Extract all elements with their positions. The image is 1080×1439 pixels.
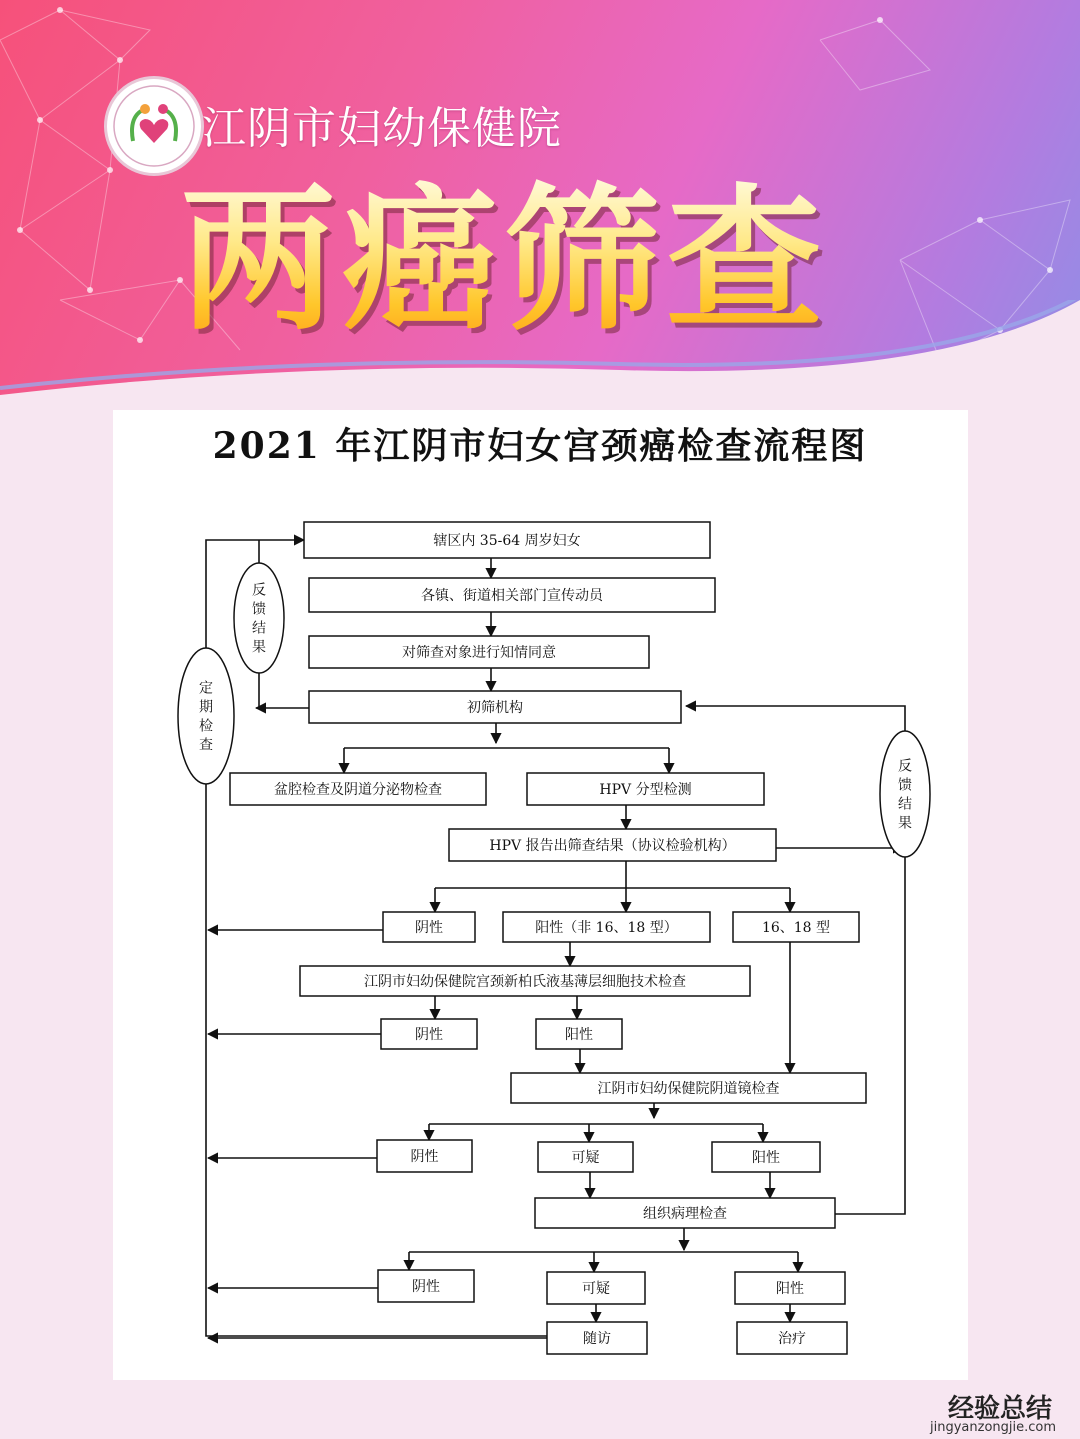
flow-node-label: 阴性 [415,920,443,936]
flow-node-label: 16、18 型 [761,920,831,936]
flow-loop-char: 定 [199,680,213,697]
flow-node-label: 盆腔检查及阴道分泌物检查 [274,782,442,798]
flow-loop-char: 期 [199,699,213,716]
flow-node-hpv-type [527,773,764,805]
watermark-url: jingyanzongjie.com [930,1420,1057,1435]
flow-node-colpo [511,1073,866,1103]
flow-loop-char: 果 [898,815,912,832]
flow-node-patho-neg [378,1270,474,1302]
flow-node-label: 组织病理检查 [643,1206,727,1222]
flow-node-target [304,522,710,558]
flow-node-label: 治疗 [778,1331,806,1347]
flow-loop-char: 果 [252,639,266,656]
flow-node-label: 阴性 [415,1027,443,1043]
flow-loop-char: 查 [199,737,213,754]
watermark-brand: 经验总结 [948,1394,1053,1424]
flow-node-followup [547,1322,647,1354]
flow-loop-char: 馈 [898,777,912,794]
flow-node-label: 各镇、街道相关部门宣传动员 [421,588,603,604]
flow-loop-regular-check [178,648,234,784]
flow-loop-feedback-right [880,731,930,857]
flow-loop-char: 馈 [252,601,266,618]
page-title: 两癌筛查 [180,169,828,351]
flow-loop-char: 结 [252,620,266,637]
flow-node-label: 可疑 [571,1150,600,1166]
flow-connector [206,784,547,1336]
flow-node-label: 阴性 [410,1149,439,1165]
flow-node-label: 阳性 [565,1027,593,1043]
flow-node-label: 阳性（非 16、18 型） [535,920,678,936]
flow-node-hpv-neg [383,912,475,942]
flow-node-treatment [737,1322,847,1354]
flow-node-label: 随访 [583,1331,611,1347]
hospital-name: 江阴市妇幼保健院 [202,103,562,154]
flow-node-publicity [309,578,715,612]
flow-node-tct-neg [381,1019,477,1049]
flow-node-label: 可疑 [582,1281,610,1297]
flow-node-label: 阳性 [752,1150,780,1166]
flow-node-label: 阴性 [412,1279,440,1295]
flow-loop-char: 检 [199,718,213,735]
flow-node-hpv-pos-other [503,912,710,942]
flow-loop-char: 反 [898,758,912,775]
flow-node-pelvic [230,773,486,805]
flow-node-colpo-sus [538,1142,633,1172]
flow-connector [686,706,905,731]
flow-node-label: HPV 分型检测 [599,782,692,798]
flow-node-patho-sus [547,1272,645,1304]
flow-node-colpo-neg [377,1140,472,1172]
flow-node-patho-pos [735,1272,845,1304]
flow-node-patho [535,1198,835,1228]
flow-node-colpo-pos [712,1142,820,1172]
flow-node-consent [309,636,649,668]
flow-node-label: 对筛查对象进行知情同意 [402,645,556,661]
flow-node-label: 阳性 [776,1281,804,1297]
flow-connector [835,857,905,1214]
flow-node-label: 初筛机构 [467,700,523,716]
flow-loop-char: 结 [898,796,912,813]
flow-node-label: 辖区内 35-64 周岁妇女 [433,533,581,549]
flow-node-initial [309,691,681,723]
flow-node-tct [300,966,750,996]
flow-loop-feedback-left [234,563,284,673]
flow-loop-char: 反 [252,582,266,599]
flow-node-label: 江阴市妇幼保健院阴道镜检查 [597,1081,780,1097]
flow-node-tct-pos [536,1019,622,1049]
flow-node-label: HPV 报告出筛查结果（协议检验机构） [489,838,736,854]
flow-node-label: 江阴市妇幼保健院宫颈新柏氏液基薄层细胞技术检查 [364,974,686,990]
flow-node-hpv-report [449,829,776,861]
flowchart-title: 2021 年江阴市妇女宫颈癌检查流程图 [212,425,868,467]
flow-node-hpv-1618 [733,912,859,942]
